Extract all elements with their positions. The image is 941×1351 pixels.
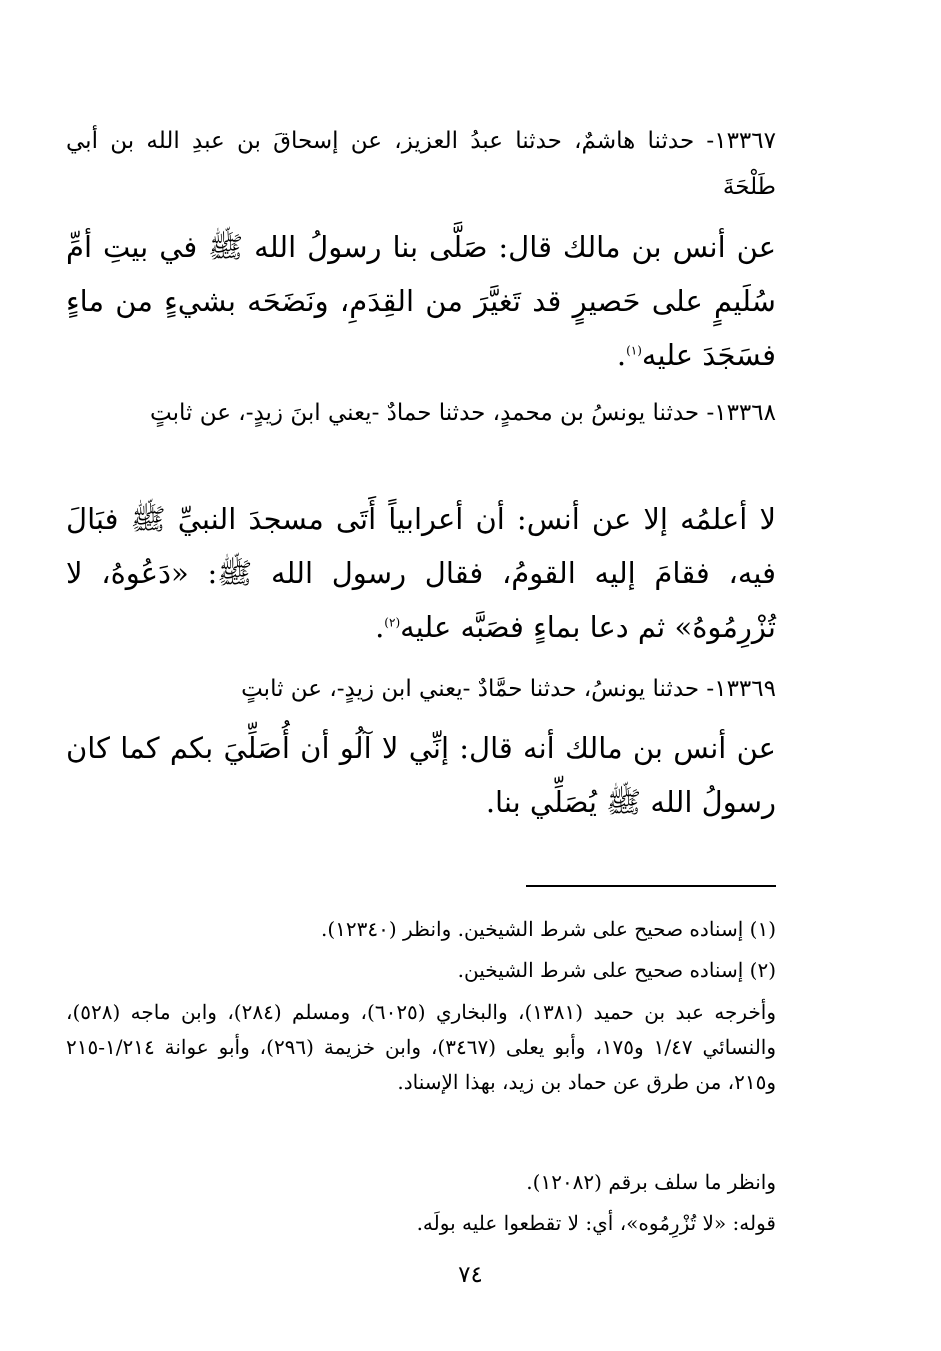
hadith-isnad-13367: ١٣٣٦٧- حدثنا هاشمٌ، حدثنا عبدُ العزيز، عن إسحاقَ بن عبدِ الله بن أبي طَلْحَةَ	[66, 128, 776, 200]
hadith-isnad-13369: ١٣٣٦٩- حدثنا يونسُ، حدثنا حمَّادٌ -يعني ابن زيدٍ-، عن ثابتٍ	[241, 676, 776, 702]
page-number: ٧٤	[458, 1262, 483, 1288]
footnote-2: (٢) إسناده صحيح على شرط الشيخين.	[457, 958, 776, 982]
footnote-2-gloss: قوله: «لا تُزْرِمُوه»، أي: لا تقطعوا عليه بولَه.	[416, 1211, 776, 1235]
hadith-matn-13368	[66, 492, 776, 654]
footnote-marker: (١)	[626, 343, 642, 358]
hadith-matn-text: لا أعلمُه إلا عن أنس: أن أعرابياً أَتَى مسجدَ النبيِّ ﷺ فبَالَ فيه، فقامَ إليه القومُ، فقال رسول الله ﷺ: «دَعُوهُ، لا تُزْرِمُوهُ» ثم دعا بماءٍ فصَبَّه عليه	[66, 502, 776, 644]
sentence-end: .	[375, 610, 385, 644]
hadith-isnad-13368: ١٣٣٦٨- حدثنا يونسُ بن محمدٍ، حدثنا حمادٌ -يعني ابنَ زيدٍ-، عن ثابتٍ	[150, 400, 776, 426]
footnote-2-takhrij: وأخرجه عبد بن حميد (١٣٨١)، والبخاري (٦٠٢٥)، ومسلم (٢٨٤)، وابن ماجه (٥٢٨)، والنسائي ١/٤٧ و١٧٥، وأبو يعلى (٣٤٦٧)، وابن خزيمة (٢٩٦)، وأبو عوانة ١/٢١٤-٢١٥ و٢١٥، من طرق عن حماد بن زيد، بهذا الإسناد.	[66, 1000, 777, 1094]
hadith-matn-13369: عن أنس بن مالك أنه قال: إنِّي لا آلُو أن أُصَلِّيَ بكم كما كان رسولُ الله ﷺ يُصَلِّي بنا.	[66, 731, 776, 819]
footnote-1: (١) إسناده صحيح على شرط الشيخين. وانظر (١٢٣٤٠).	[320, 917, 776, 941]
footnote-separator	[526, 885, 776, 887]
hadith-matn-13367	[66, 220, 776, 382]
footnote-2-see-also: وانظر ما سلف برقم (١٢٠٨٢).	[526, 1170, 776, 1194]
hadith-matn-text: عن أنس بن مالك قال: صَلَّى بنا رسولُ الله ﷺ في بيتِ أمِّ سُلَيمٍ على حَصيرٍ قد تَغيَّرَ من القِدَمِ، ونَضَحَه بشيءٍ من ماءٍ فسَجَدَ عليه	[66, 230, 776, 372]
footnote-marker: (٢)	[384, 615, 401, 630]
sentence-end: .	[616, 338, 627, 372]
